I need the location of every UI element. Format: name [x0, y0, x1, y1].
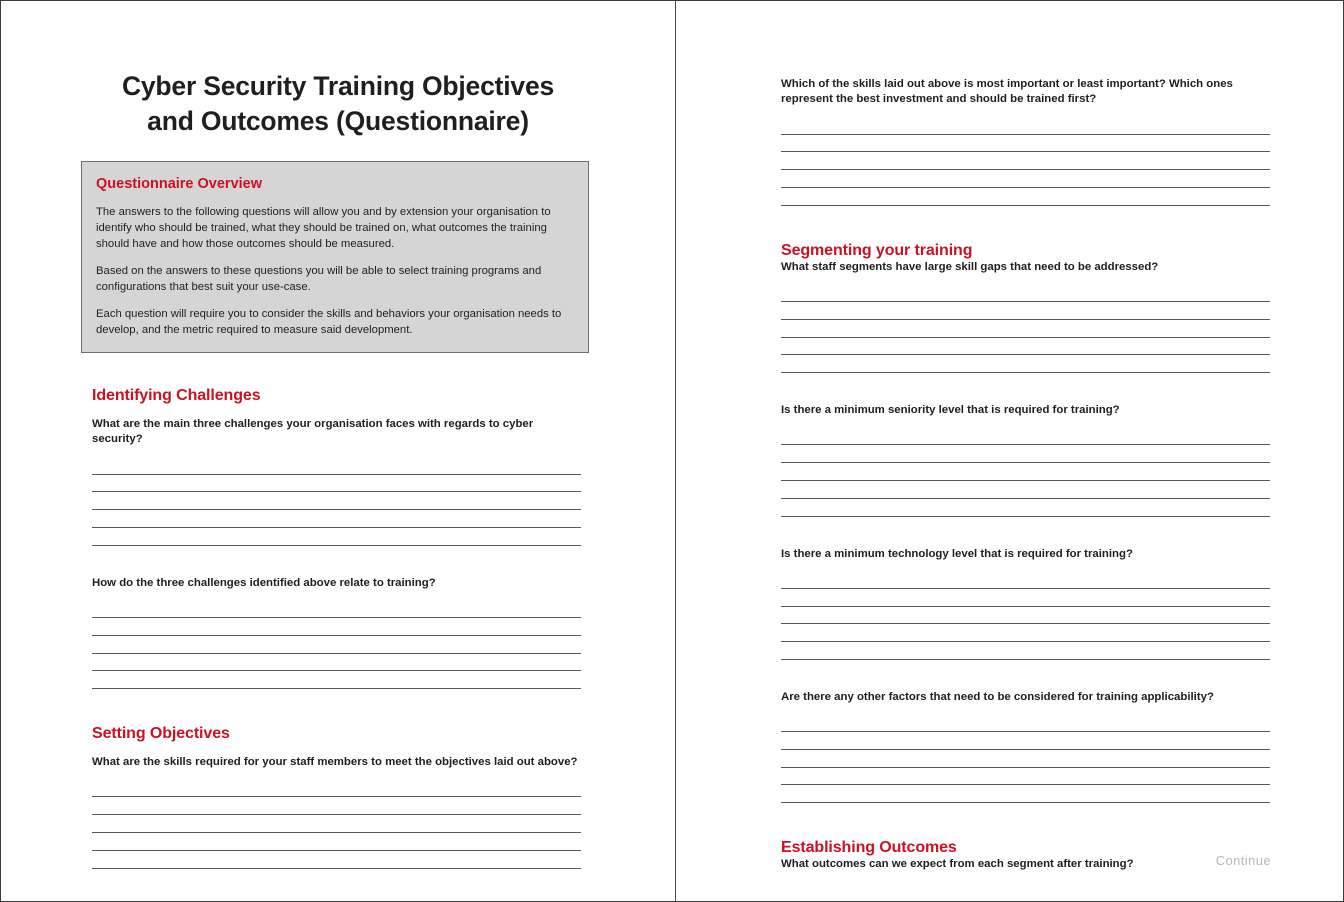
answer-line[interactable]: [781, 624, 1270, 642]
answer-line[interactable]: [781, 607, 1270, 625]
answer-line[interactable]: [781, 355, 1270, 373]
question-text: Is there a minimum technology level that is required for training?: [781, 547, 1133, 560]
spacer: [781, 517, 1270, 547]
answer-line[interactable]: [781, 302, 1270, 320]
answer-line[interactable]: [781, 152, 1270, 170]
answer-line[interactable]: [781, 463, 1270, 481]
section-heading: Segmenting your training: [781, 241, 973, 259]
answer-lines[interactable]: [92, 457, 581, 546]
answer-line[interactable]: [781, 768, 1270, 786]
answer-line[interactable]: [781, 714, 1270, 732]
overview-paragraph: Each question will require you to consider the skills and behaviors your organisation needs to develop, and the metric required to measure said development.: [96, 308, 562, 337]
question-text: What outcomes can we expect from each segment after training?: [781, 858, 1134, 871]
spacer: [781, 660, 1270, 690]
answer-lines[interactable]: [781, 284, 1270, 373]
answer-line[interactable]: [92, 636, 581, 654]
answer-line[interactable]: [92, 833, 581, 851]
right-page-sections: [781, 77, 1270, 882]
question-text: Is there a minimum seniority level that is required for training?: [781, 404, 1120, 417]
answer-line[interactable]: [781, 338, 1270, 356]
left-page-sections: [92, 387, 581, 869]
page-title: [1, 1, 675, 139]
answer-line[interactable]: [92, 815, 581, 833]
spacer: [781, 206, 1270, 242]
answer-line[interactable]: [781, 750, 1270, 768]
answer-line[interactable]: [92, 780, 581, 798]
section-identifying-challenges: [92, 387, 581, 689]
question-text: How do the three challenges identified above relate to training?: [92, 576, 436, 589]
spacer: [781, 373, 1270, 403]
question-text: Are there any other factors that need to be considered for training applicability?: [781, 690, 1214, 703]
question-block: [92, 576, 581, 689]
answer-lines[interactable]: [781, 571, 1270, 660]
answer-line[interactable]: [92, 492, 581, 510]
answer-line[interactable]: [92, 851, 581, 869]
answer-line[interactable]: [781, 445, 1270, 463]
spacer: [781, 803, 1270, 839]
question-block: [781, 403, 1270, 516]
overview-paragraph: Based on the answers to these questions you will be able to select training programs and configurations that best suit your use-case.: [96, 265, 542, 294]
question-block: [781, 260, 1270, 373]
question-block: [781, 690, 1270, 803]
overview-paragraph: The answers to the following questions will allow you and by extension your organisation to identify who should be trained, what they should be trained on, what outcomes the training should have and how those outcomes should be measured.: [96, 206, 551, 251]
question-text: What are the skills required for your staff members to meet the objectives laid out above?: [92, 756, 578, 769]
answer-lines[interactable]: [781, 428, 1270, 517]
answer-line[interactable]: [781, 785, 1270, 803]
section-heading: Setting Objectives: [92, 725, 230, 743]
answer-line[interactable]: [781, 642, 1270, 660]
question-text: What staff segments have large skill gaps that need to be addressed?: [781, 260, 1159, 273]
spacer: [92, 546, 581, 576]
section-segmenting-your-training: [781, 242, 1270, 804]
answer-line[interactable]: [781, 589, 1270, 607]
answer-line[interactable]: [781, 732, 1270, 750]
section-heading: Identifying Challenges: [92, 387, 261, 404]
answer-line[interactable]: [92, 654, 581, 672]
answer-line[interactable]: [781, 499, 1270, 517]
document-page-right: [675, 1, 1343, 901]
answer-line[interactable]: [781, 284, 1270, 302]
answer-lines[interactable]: [92, 780, 581, 869]
answer-line[interactable]: [92, 618, 581, 636]
page-title-line-2: and Outcomes (Questionnaire): [147, 106, 529, 137]
answer-line[interactable]: [781, 571, 1270, 589]
overview-paragraphs: [96, 204, 574, 338]
spacer: [92, 689, 581, 725]
continue-button[interactable]: Continue: [1215, 853, 1271, 868]
answer-line[interactable]: [92, 457, 581, 475]
answer-line[interactable]: [92, 510, 581, 528]
answer-lines[interactable]: [781, 714, 1270, 803]
answer-line[interactable]: [781, 170, 1270, 188]
answer-line[interactable]: [781, 188, 1270, 206]
answer-line[interactable]: [92, 475, 581, 493]
question-text: Which of the skills laid out above is most important or least important? Which ones represent the best investment and should be trained first?: [781, 78, 1233, 106]
answer-lines[interactable]: [92, 600, 581, 689]
answer-line[interactable]: [92, 600, 581, 618]
answer-line[interactable]: [781, 117, 1270, 135]
question-block: [92, 755, 581, 868]
document-page-left: [1, 1, 675, 901]
question-block: [92, 417, 581, 546]
question-block: [781, 857, 1270, 872]
answer-line[interactable]: [781, 481, 1270, 499]
overview-heading: Questionnaire Overview: [96, 176, 263, 192]
answer-lines[interactable]: [781, 117, 1270, 206]
answer-line[interactable]: [781, 428, 1270, 446]
question-block: [781, 77, 1270, 206]
answer-line[interactable]: [92, 671, 581, 689]
answer-line[interactable]: [781, 320, 1270, 338]
section-setting-objectives: [92, 725, 581, 868]
answer-line[interactable]: [781, 135, 1270, 153]
answer-line[interactable]: [92, 797, 581, 815]
answer-line[interactable]: [92, 528, 581, 546]
questionnaire-overview-box: [81, 161, 589, 353]
question-text: What are the main three challenges your organisation faces with regards to cyber security?: [92, 418, 534, 446]
section-establishing-outcomes: [781, 839, 1270, 872]
page-title-line-1: Cyber Security Training Objectives: [121, 71, 555, 101]
section-heading: Establishing Outcomes: [781, 839, 957, 857]
question-block: [781, 547, 1270, 660]
